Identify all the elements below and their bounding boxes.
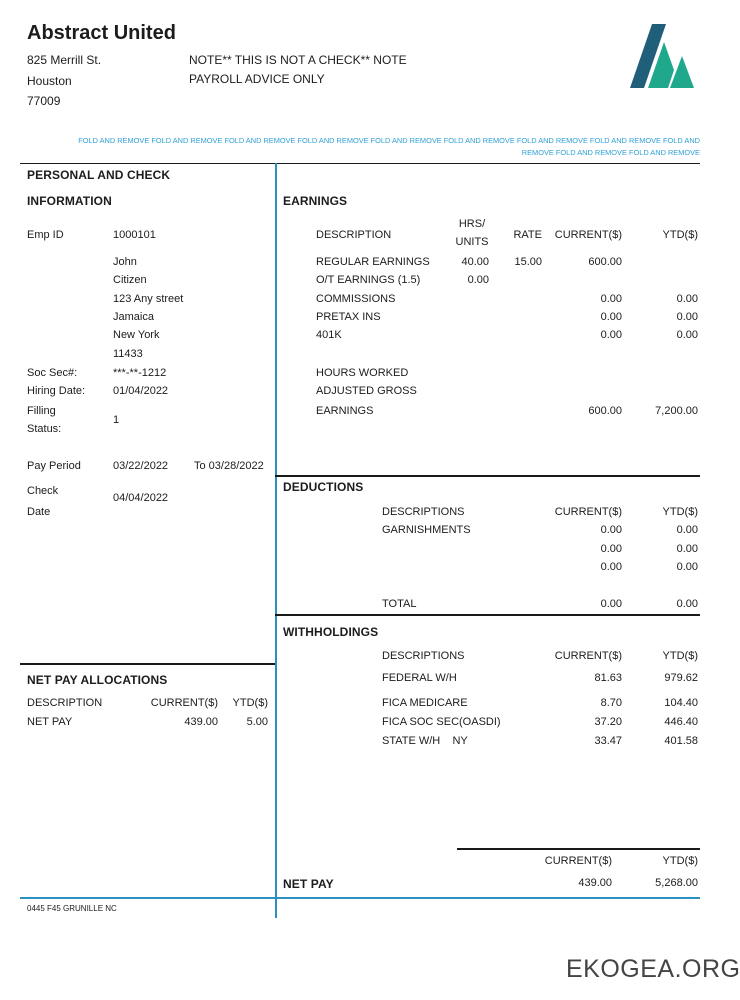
net-pay-alloc-row-current: 439.00: [184, 716, 218, 728]
filing-status-label-2: Status:: [27, 423, 62, 435]
deductions-total-label: TOTAL: [382, 598, 417, 610]
employee-first-name: John: [113, 256, 137, 268]
withholdings-row-current: 37.20: [594, 716, 622, 728]
earnings-row-current: 0.00: [600, 293, 622, 305]
deductions-row-ytd: 0.00: [676, 561, 698, 573]
withholdings-title: WITHHOLDINGS: [283, 625, 379, 639]
hiring-date-label: Hiring Date:: [27, 385, 86, 397]
net-pay-alloc-row-ytd: 5.00: [246, 716, 268, 728]
footer-code: 0445 F45 GRUNILLE NC: [27, 904, 117, 913]
withholdings-row-ytd: 104.40: [664, 697, 698, 709]
deductions-col-current: CURRENT($): [554, 506, 622, 518]
emp-id-label: Emp ID: [27, 229, 64, 241]
deductions-row-desc: GARNISHMENTS: [382, 524, 471, 536]
net-pay-ytd: 5,268.00: [655, 877, 698, 889]
earnings-row-ytd: 0.00: [676, 311, 698, 323]
earnings-title: EARNINGS: [283, 194, 348, 208]
withholdings-row-ytd: 979.62: [664, 672, 698, 684]
earnings-row-desc: REGULAR EARNINGS: [316, 256, 430, 268]
hours-worked-label: HOURS WORKED: [316, 367, 409, 379]
net-pay-alloc-col-desc: DESCRIPTION: [27, 697, 103, 709]
withholdings-row-ytd: 446.40: [664, 716, 698, 728]
earnings-col-rate: RATE: [513, 229, 542, 241]
deductions-row-current: 0.00: [600, 561, 622, 573]
filing-status-label-1: Filling: [27, 405, 56, 417]
net-pay-alloc-row-desc: NET PAY: [27, 716, 73, 728]
deductions-total-ytd: 0.00: [676, 598, 698, 610]
check-date-value: 04/04/2022: [113, 492, 169, 504]
earnings-row-current: 600.00: [588, 256, 622, 268]
bottom-divider: [20, 897, 700, 899]
withholdings-row-ytd: 401.58: [664, 735, 698, 747]
withholdings-row-desc: STATE W/H NY: [382, 735, 468, 747]
withholdings-row-desc: FICA MEDICARE: [382, 697, 468, 709]
earnings-row-ytd: 0.00: [676, 293, 698, 305]
withholdings-col-desc: DESCRIPTIONS: [382, 650, 465, 662]
earnings-row-desc: O/T EARNINGS (1.5): [316, 274, 421, 286]
company-address-line1: 825 Merrill St.: [27, 53, 102, 67]
company-logo: [628, 22, 694, 90]
withholdings-row-desc: FEDERAL W/H: [382, 672, 457, 684]
soc-sec-label: Soc Sec#:: [27, 367, 78, 379]
check-date-label-2: Date: [27, 506, 51, 518]
net-pay-col-current: CURRENT($): [544, 855, 612, 867]
deductions-row-ytd: 0.00: [676, 543, 698, 555]
earnings-total-current: 600.00: [588, 405, 622, 417]
net-pay-divider: [457, 848, 700, 850]
withholdings-divider: [275, 614, 700, 616]
deductions-row-current: 0.00: [600, 543, 622, 555]
net-pay-current: 439.00: [578, 877, 612, 889]
company-address-line3: 77009: [27, 94, 61, 108]
earnings-col-hrs-1: HRS/: [458, 218, 486, 230]
earnings-col-hrs-2: UNITS: [455, 236, 489, 248]
earnings-row-rate: 15.00: [514, 256, 542, 268]
deductions-title: DEDUCTIONS: [283, 480, 364, 494]
company-address-line2: Houston: [27, 74, 72, 88]
earnings-row-hrs: 0.00: [467, 274, 489, 286]
net-pay-alloc-divider: [20, 663, 275, 665]
personal-title-line2: INFORMATION: [27, 194, 112, 208]
earnings-total-label: EARNINGS: [316, 405, 374, 417]
soc-sec-value: ***-**-1212: [113, 367, 167, 379]
employee-last-name: Citizen: [113, 274, 147, 286]
earnings-row-desc: COMMISSIONS: [316, 293, 396, 305]
pay-period-to: To 03/28/2022: [194, 460, 264, 472]
earnings-col-current: CURRENT($): [554, 229, 622, 241]
adjusted-gross-label: ADJUSTED GROSS: [316, 385, 417, 397]
employee-address-line4: 11433: [113, 348, 143, 360]
withholdings-row-current: 81.63: [594, 672, 622, 684]
earnings-row-desc: PRETAX INS: [316, 311, 381, 323]
net-pay-alloc-title: NET PAY ALLOCATIONS: [27, 673, 168, 687]
emp-id-value: 1000101: [113, 229, 156, 241]
earnings-col-desc: DESCRIPTION: [316, 229, 392, 241]
withholdings-row-current: 8.70: [600, 697, 622, 709]
earnings-row-current: 0.00: [600, 311, 622, 323]
earnings-col-ytd: YTD($): [662, 229, 698, 241]
note-line1: NOTE** THIS IS NOT A CHECK** NOTE: [189, 53, 407, 67]
deductions-col-ytd: YTD($): [662, 506, 698, 518]
earnings-row-hrs: 40.00: [461, 256, 489, 268]
deductions-divider: [275, 475, 700, 477]
net-pay-col-ytd: YTD($): [662, 855, 698, 867]
filing-status-value: 1: [113, 414, 120, 426]
center-divider: [275, 163, 277, 918]
net-pay-title: NET PAY: [283, 877, 334, 891]
employee-address-line3: New York: [113, 329, 160, 341]
net-pay-alloc-col-current: CURRENT($): [150, 697, 218, 709]
withholdings-row-current: 33.47: [594, 735, 622, 747]
employee-address-line2: Jamaica: [113, 311, 154, 323]
deductions-col-desc: DESCRIPTIONS: [382, 506, 465, 518]
pay-period-label: Pay Period: [27, 460, 81, 472]
hiring-date-value: 01/04/2022: [113, 385, 169, 397]
note-line2: PAYROLL ADVICE ONLY: [189, 72, 325, 86]
earnings-row-ytd: 0.00: [676, 329, 698, 341]
net-pay-alloc-col-ytd: YTD($): [232, 697, 268, 709]
deductions-row-current: 0.00: [600, 524, 622, 536]
employee-address-line1: 123 Any street: [113, 293, 184, 305]
withholdings-col-current: CURRENT($): [554, 650, 622, 662]
deductions-total-current: 0.00: [600, 598, 622, 610]
pay-period-from: 03/22/2022: [113, 460, 169, 472]
deductions-row-ytd: 0.00: [676, 524, 698, 536]
check-date-label-1: Check: [27, 485, 59, 497]
earnings-row-current: 0.00: [600, 329, 622, 341]
earnings-total-ytd: 7,200.00: [655, 405, 698, 417]
earnings-row-desc: 401K: [316, 329, 342, 341]
fold-and-remove-text: FOLD AND REMOVE FOLD AND REMOVE FOLD AND REMOVE FOLD AND REMOVE FOLD AND REMOVE FOLD AND REMOVE FOLD AND REMOVE FOLD AND REMOVE FOLD AND REMOVE FOLD AND REMOVE FOLD AND REMOVE: [78, 136, 700, 157]
personal-title-line1: PERSONAL AND CHECK: [27, 168, 171, 182]
watermark: EKOGEA.ORG: [566, 955, 740, 983]
company-name: Abstract United: [27, 22, 176, 44]
withholdings-col-ytd: YTD($): [662, 650, 698, 662]
withholdings-row-desc: FICA SOC SEC(OASDI): [382, 716, 501, 728]
top-divider: [20, 163, 700, 164]
